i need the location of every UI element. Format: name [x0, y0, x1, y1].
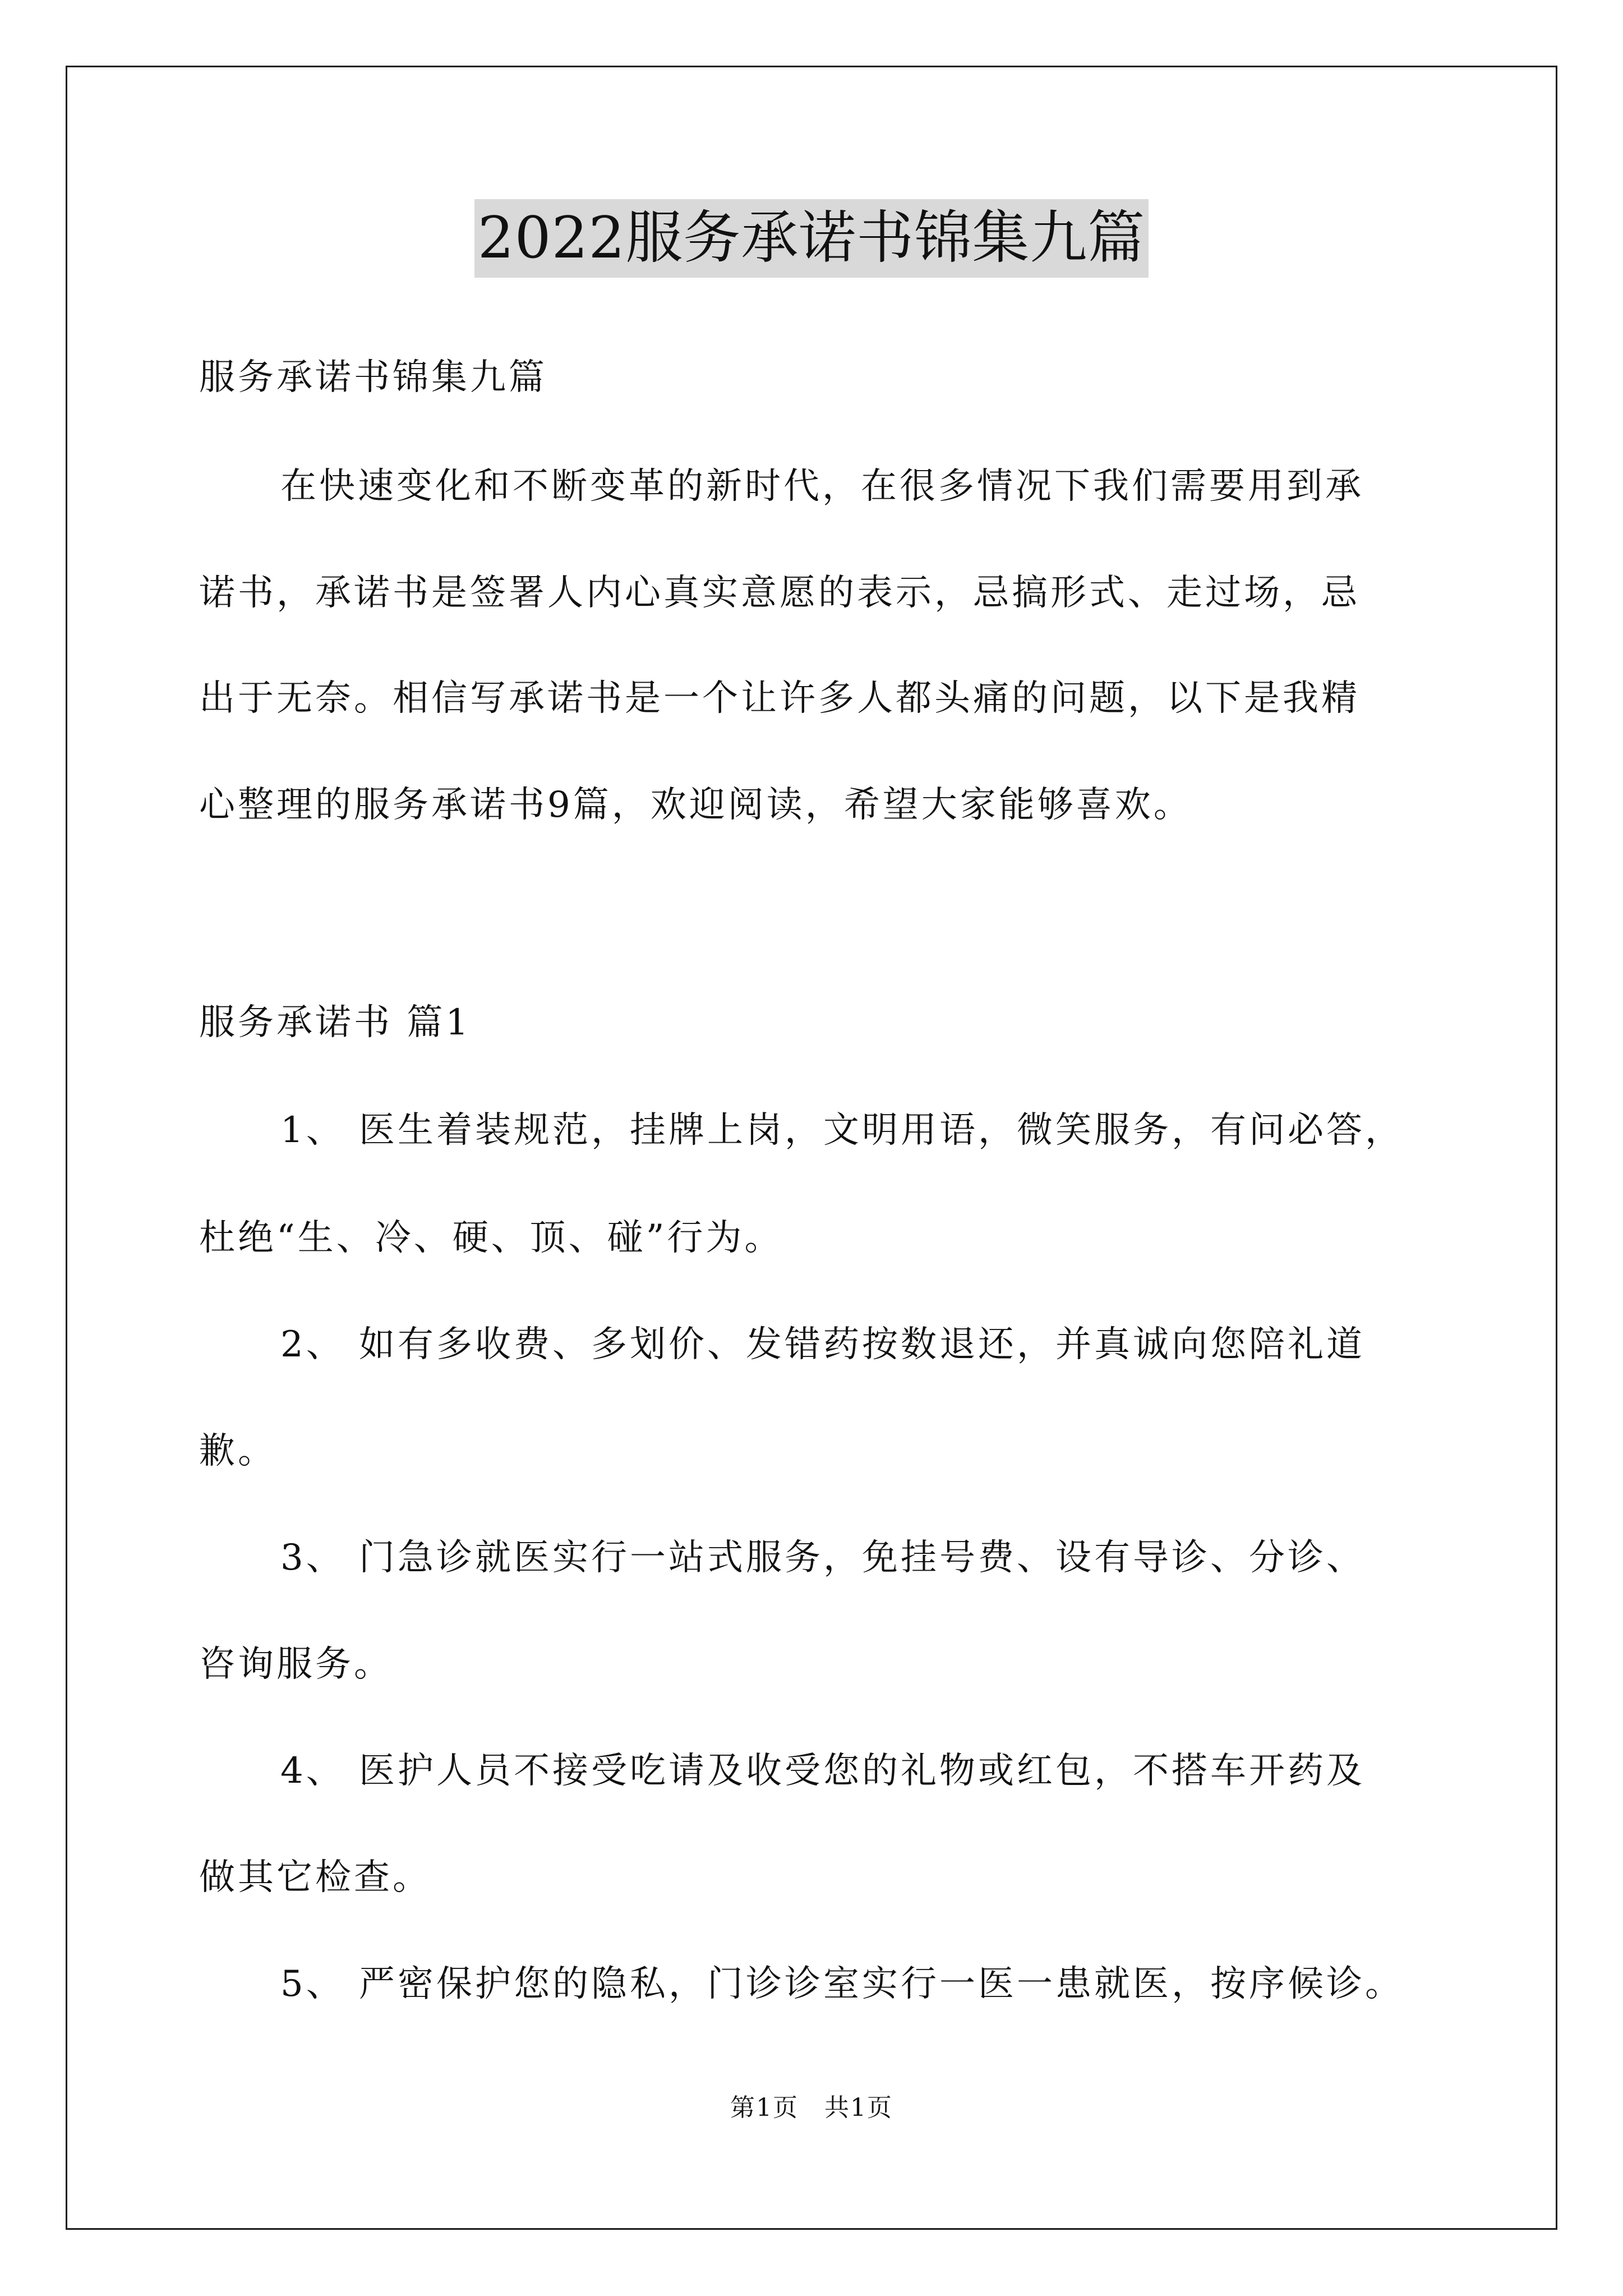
list-item-line: 3、 门急诊就医实行一站式服务，免挂号费、设有导诊、分诊、: [280, 1537, 1366, 1579]
page-footer: 第1页 共1页: [730, 2093, 893, 2122]
intro-line: 诺书，承诺书是签署人内心真实意愿的表示，忌搞形式、走过场，忌: [199, 572, 1360, 614]
document-subtitle: 服务承诺书锦集九篇: [199, 357, 547, 398]
title-container: [0, 199, 1623, 278]
intro-line: 在快速变化和不断变革的新时代，在很多情况下我们需要用到承: [280, 466, 1364, 507]
list-item-line: 咨询服务。: [199, 1644, 393, 1685]
list-item-line: 歉。: [199, 1430, 276, 1472]
section-heading: 服务承诺书 篇1: [199, 1002, 472, 1043]
list-item-line: 5、 严密保护您的隐私，门诊诊室实行一医一患就医，按序候诊。: [280, 1963, 1404, 2005]
intro-line: 心整理的服务承诺书9篇，欢迎阅读，希望大家能够喜欢。: [199, 784, 1192, 826]
document-title: 2022服务承诺书锦集九篇: [474, 199, 1149, 278]
list-item-line: 做其它检查。: [199, 1857, 431, 1898]
intro-line: 出于无奈。相信写承诺书是一个让许多人都头痛的问题，以下是我精: [199, 678, 1360, 719]
list-item-line: 杜绝“生、冷、硬、顶、碰”行为。: [199, 1217, 783, 1259]
list-item-line: 2、 如有多收费、多划价、发错药按数退还，并真诚向您陪礼道: [280, 1324, 1366, 1365]
list-item-line: 4、 医护人员不接受吃请及收受您的礼物或红包，不搭车开药及: [280, 1750, 1366, 1792]
list-item-line: 1、 医生着装规范，挂牌上岗，文明用语，微笑服务，有问必答，: [280, 1110, 1404, 1151]
